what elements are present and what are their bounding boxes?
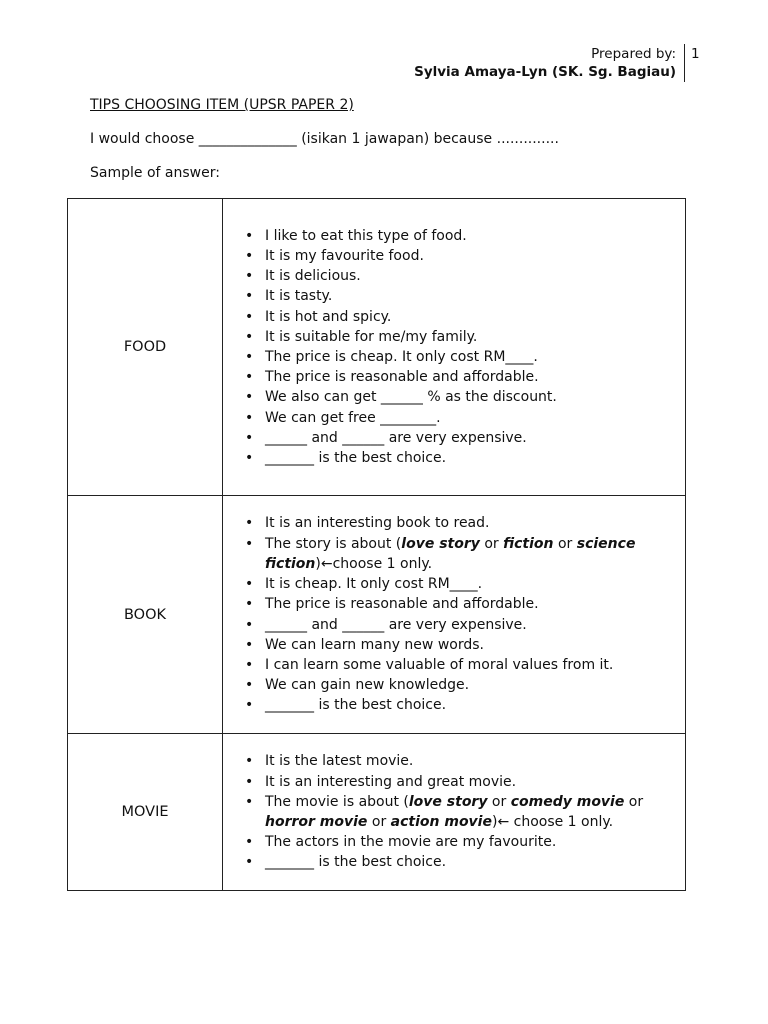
list-item: • It is my favourite food. — [265, 246, 685, 266]
list-item: • We also can get ______ % as the discount. — [265, 387, 685, 407]
list-item: • I can learn some valuable of moral values from it. — [265, 655, 685, 675]
text-segment: or — [479, 535, 504, 552]
text-segment: or — [624, 793, 644, 810]
list-item: • _______ is the best choice. — [265, 852, 685, 872]
list-item: • The price is reasonable and affordable. — [265, 367, 685, 387]
tips-list-book — [223, 513, 685, 715]
table-row — [68, 734, 686, 891]
list-item: • It is suitable for me/my family. — [265, 327, 685, 347]
tips-cell-food — [223, 199, 686, 496]
list-item: • ______ and ______ are very expensive. — [265, 615, 685, 635]
category-cell-movie: MOVIE — [68, 734, 223, 891]
emphasized-option: science fiction — [265, 535, 636, 572]
prepared-by-label: Prepared by: — [591, 46, 676, 62]
table-row — [68, 199, 686, 496]
list-item: • We can learn many new words. — [265, 635, 685, 655]
list-item: • It is hot and spicy. — [265, 307, 685, 327]
text-segment: or — [553, 535, 577, 552]
list-item: • It is an interesting and great movie. — [265, 772, 685, 792]
list-item: • It is cheap. It only cost RM____. — [265, 574, 685, 594]
tips-list-movie — [223, 751, 685, 872]
tips-cell-book — [223, 496, 686, 734]
tips-table — [67, 198, 686, 891]
list-item — [265, 534, 685, 574]
page-header — [0, 44, 768, 84]
emphasized-option: love story — [401, 535, 480, 552]
list-item: • We can get free ________. — [265, 408, 685, 428]
table-row — [68, 496, 686, 734]
list-item: • The price is reasonable and affordable. — [265, 594, 685, 614]
tips-list-food — [223, 226, 685, 468]
category-cell-book: BOOK — [68, 496, 223, 734]
list-item: • _______ is the best choice. — [265, 695, 685, 715]
list-item: • I like to eat this type of food. — [265, 226, 685, 246]
emphasized-option: comedy movie — [510, 793, 625, 810]
list-item: • It is delicious. — [265, 266, 685, 286]
list-item — [265, 792, 685, 832]
instruction-sentence: I would choose ______________ (isikan 1 jawapan) because .............. — [90, 131, 559, 147]
emphasized-option: horror movie — [265, 814, 368, 830]
list-item: • _______ is the best choice. — [265, 448, 685, 468]
tips-cell-movie — [223, 734, 686, 891]
text-segment: or — [487, 793, 511, 810]
emphasized-option: action movie — [390, 814, 492, 830]
emphasized-option: love story — [408, 793, 488, 810]
list-item: • ______ and ______ are very expensive. — [265, 428, 685, 448]
list-item: • The actors in the movie are my favourite. — [265, 832, 685, 852]
list-item: • It is the latest movie. — [265, 751, 685, 771]
list-item: • We can gain new knowledge. — [265, 675, 685, 695]
list-item: • The price is cheap. It only cost RM____. — [265, 347, 685, 367]
sample-answer-label: Sample of answer: — [90, 165, 220, 181]
text-segment: )←choose 1 only. — [315, 555, 433, 572]
category-cell-food: FOOD — [68, 199, 223, 496]
text-segment: The movie is about ( — [265, 793, 409, 810]
text-segment: or — [367, 814, 391, 830]
author-name: Sylvia Amaya-Lyn (SK. Sg. Bagiau) — [414, 64, 676, 80]
document-title: TIPS CHOOSING ITEM (UPSR PAPER 2) — [90, 97, 354, 113]
page-number: 1 — [691, 46, 700, 62]
list-item: • It is tasty. — [265, 286, 685, 306]
text-segment: The story is about ( — [265, 535, 402, 552]
list-item: • It is an interesting book to read. — [265, 513, 685, 533]
emphasized-option: fiction — [503, 535, 554, 552]
text-segment: )← choose 1 only. — [491, 814, 614, 830]
header-divider — [684, 44, 685, 82]
